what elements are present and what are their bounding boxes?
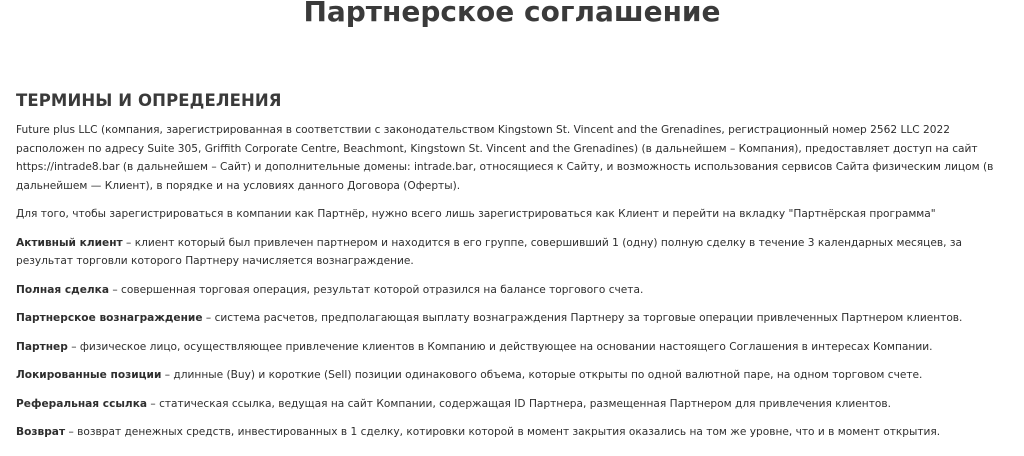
definition-term: Возврат [16,426,66,438]
definition-term: Партнер [16,340,68,353]
definition-locked-positions [16,366,1008,385]
page-title: Партнерское соглашение [303,0,721,28]
intro-paragraph-company: Future plus LLC (компания, зарегистрированная в соответствии с законодательством Kingstown St. Vincent and the Grenadines, регистрационный номер 2562 LLC 2022 расположен по адресу Suite 305, Griffith Corporate Centre, Beachmont, Kingstown St. Vincent and the Grenadines) (в дальнейшем – Компания), предоставляет доступ на сайт https://intrade8.bar (в дальнейшем – Сайт) и дополнительные домены: intrade.bar, относящиеся к Сайту, и возможность использования сервисов Сайта физическим лицом (в дальнейшем — Клиент), в порядке и на условиях данного Договора (Оферты). [16,124,994,192]
definition-partner [16,338,1008,357]
definition-text: – длинные (Buy) и короткие (Sell) позиции одинакового объема, которые открыты по одной валютной паре, на одном торговом счете. [161,369,923,381]
definition-text: – возврат денежных средств, инвестированных в 1 сделку, котировки которой в момент закрытия оказались на том же уровне, что и в момент открытия. [65,426,941,438]
definition-full-deal [16,281,1008,300]
definition-term: Партнерское вознаграждение [16,312,203,324]
definition-text: – система расчетов, предполагающая выплату вознаграждения Партнеру за торговые операции привлеченных Партнером клиентов. [202,312,963,324]
definition-text: – статическая ссылка, ведущая на сайт Компании, содержащая ID Партнера, размещенная Партнером для привлечения клиентов. [147,397,891,410]
definition-text: – физическое лицо, осуществляющее привлечение клиентов в Компанию и действующее на основании настоящего Соглашения в интересах Компании. [67,340,933,353]
section-heading: ТЕРМИНЫ И ОПРЕДЕЛЕНИЯ [16,91,282,110]
definition-refund [16,423,1008,442]
definition-active-client [16,234,1008,271]
definition-text: – клиент который был привлечен партнером и находится в его группе, совершивший 1 (одну) полную сделку в течение 3 календарных месяцев, за результат торговли которого Партнеру начисляется вознаграждение. [16,236,963,267]
definition-term: Активный клиент [16,236,123,249]
definition-referral-link [16,395,1008,414]
definition-term: Локированные позиции [16,369,162,381]
definition-text: – совершенная торговая операция, результат которой отразился на балансе торгового счета. [108,283,644,296]
agreement-content [16,90,1008,452]
definition-term: Реферальная ссылка [16,397,148,410]
definition-partner-reward [16,309,1008,328]
definition-term: Полная сделка [16,283,109,296]
intro-paragraph-registration: Для того, чтобы зарегистрироваться в компании как Партнёр, нужно всего лишь зарегистрироваться как Клиент и перейти на вкладку "Партнёрская программа" [16,208,936,220]
